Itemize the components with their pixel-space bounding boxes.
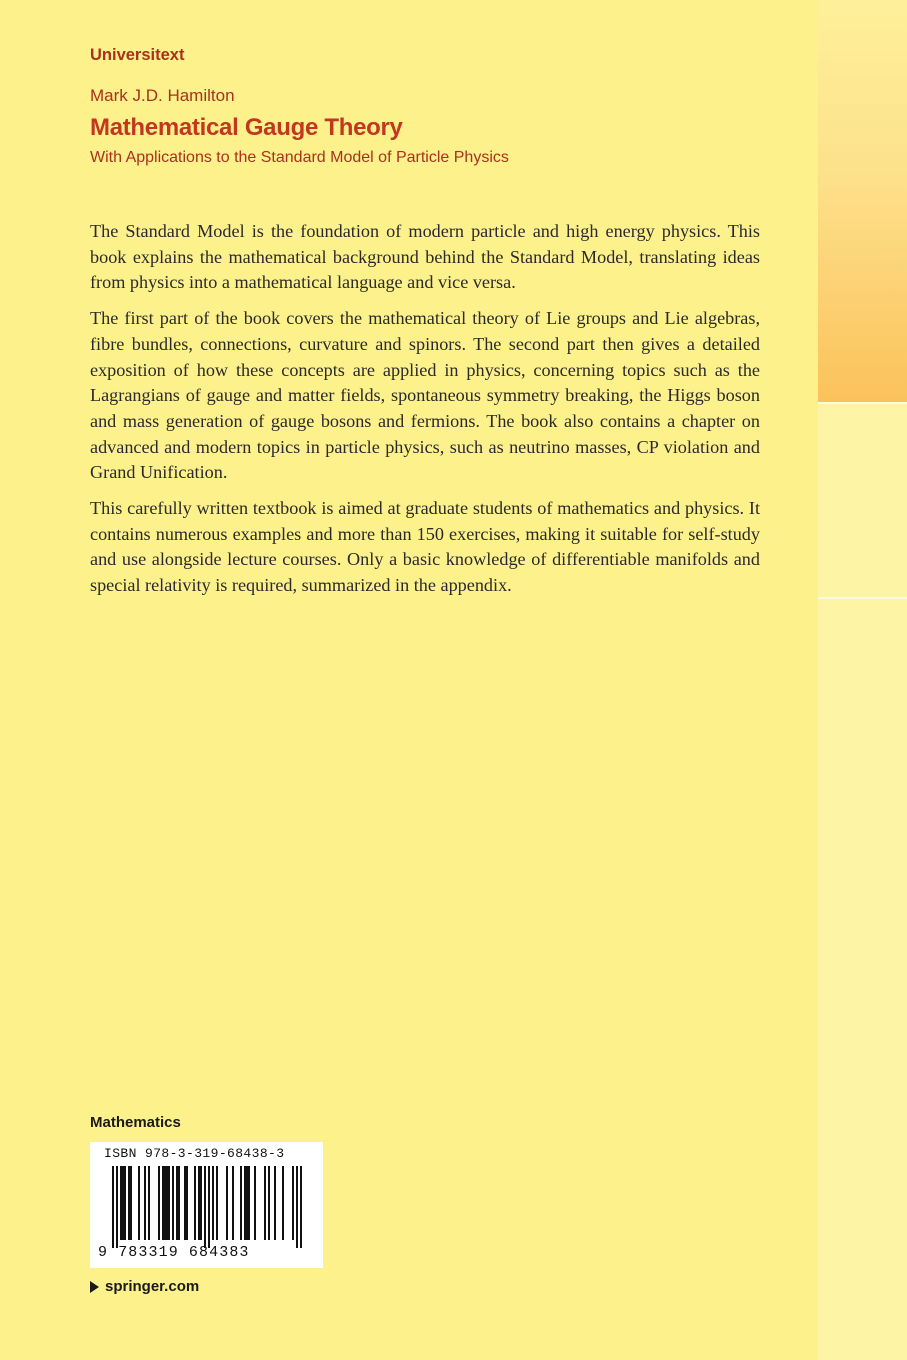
barcode-bar <box>232 1166 234 1240</box>
spine-orange-band <box>818 0 907 402</box>
ean-digits: 9 783319 684383 <box>98 1244 250 1261</box>
barcode-bar <box>186 1166 188 1240</box>
barcode-bar <box>282 1166 284 1240</box>
book-subtitle: With Applications to the Standard Model of Particle Physics <box>90 149 509 166</box>
barcode-bar <box>212 1166 214 1240</box>
barcode-bar <box>172 1166 174 1240</box>
spine-divider-bottom <box>818 597 907 599</box>
barcode-bar <box>216 1166 218 1240</box>
barcode-bar <box>148 1166 150 1240</box>
barcode-bar <box>208 1166 210 1248</box>
barcode-bar <box>144 1166 146 1240</box>
book-description <box>90 219 760 609</box>
barcode-bar <box>138 1166 140 1240</box>
isbn-label: ISBN 978-3-319-68438-3 <box>104 1146 285 1161</box>
barcode-bar <box>200 1166 202 1240</box>
triangle-right-icon <box>90 1281 99 1293</box>
book-title: Mathematical Gauge Theory <box>90 114 403 141</box>
website-label: springer.com <box>105 1278 200 1295</box>
barcode-bar <box>124 1166 126 1240</box>
barcode-bar <box>130 1166 132 1240</box>
isbn-barcode <box>90 1142 323 1268</box>
subject-category: Mathematics <box>90 1114 181 1131</box>
barcode-bar <box>178 1166 180 1240</box>
barcode-bar <box>158 1166 160 1240</box>
barcode-bar <box>254 1166 256 1240</box>
barcode-bar <box>292 1166 294 1240</box>
spine-divider-top <box>818 402 907 404</box>
barcode-bar <box>112 1166 114 1248</box>
barcode-bar <box>204 1166 206 1248</box>
barcode-bar <box>168 1166 170 1240</box>
barcode-bar <box>184 1166 186 1240</box>
barcode-bar <box>246 1166 248 1240</box>
barcode-bar <box>300 1166 302 1248</box>
barcode-bar <box>120 1166 122 1240</box>
barcode-bar <box>268 1166 270 1240</box>
publisher-website[interactable] <box>90 1278 199 1295</box>
barcode-bar <box>244 1166 246 1240</box>
author-name: Mark J.D. Hamilton <box>90 86 235 105</box>
barcode-bar <box>116 1166 118 1248</box>
barcode-bar <box>226 1166 228 1240</box>
barcode-bar <box>296 1166 298 1248</box>
barcode-bar <box>198 1166 200 1240</box>
description-paragraph-1: The Standard Model is the foundation of modern particle and high energy physics. This book explains the mathematical background behind the Standard Model, translating ideas from physics into a mathematical language and vice versa. <box>90 221 760 293</box>
barcode-bar <box>264 1166 266 1240</box>
barcode-bar <box>128 1166 130 1240</box>
barcode-bar <box>164 1166 166 1240</box>
barcode-bar <box>240 1166 242 1240</box>
barcode-bar <box>248 1166 250 1240</box>
series-name: Universitext <box>90 46 185 64</box>
barcode-bar <box>122 1166 124 1240</box>
barcode-bar <box>176 1166 178 1240</box>
barcode-bar <box>274 1166 276 1240</box>
barcode-bar <box>194 1166 196 1240</box>
description-paragraph-3: This carefully written textbook is aimed at graduate students of mathematics and physics. It contains numerous examples and more than 150 exercises, making it suitable for self-study and use alongside lecture courses. Only a basic knowledge of differentiable manifolds and special relativity is required, summarized in the appendix. <box>90 498 760 596</box>
barcode-bar <box>166 1166 168 1240</box>
description-paragraph-2: The first part of the book covers the mathematical theory of Lie groups and Lie algebras, fibre bundles, connections, curvature and spinors. The second part then gives a detailed exposition of how these concepts are applied in physics, concerning topics such as the Lagrangians of gauge and matter fields, spontaneous symmetry breaking, the Higgs boson and mass generation of gauge bosons and fermions. The book also contains a chapter on advanced and modern topics in particle physics, such as neutrino masses, CP violation and Grand Unification. <box>90 308 760 483</box>
barcode-bar <box>162 1166 164 1240</box>
